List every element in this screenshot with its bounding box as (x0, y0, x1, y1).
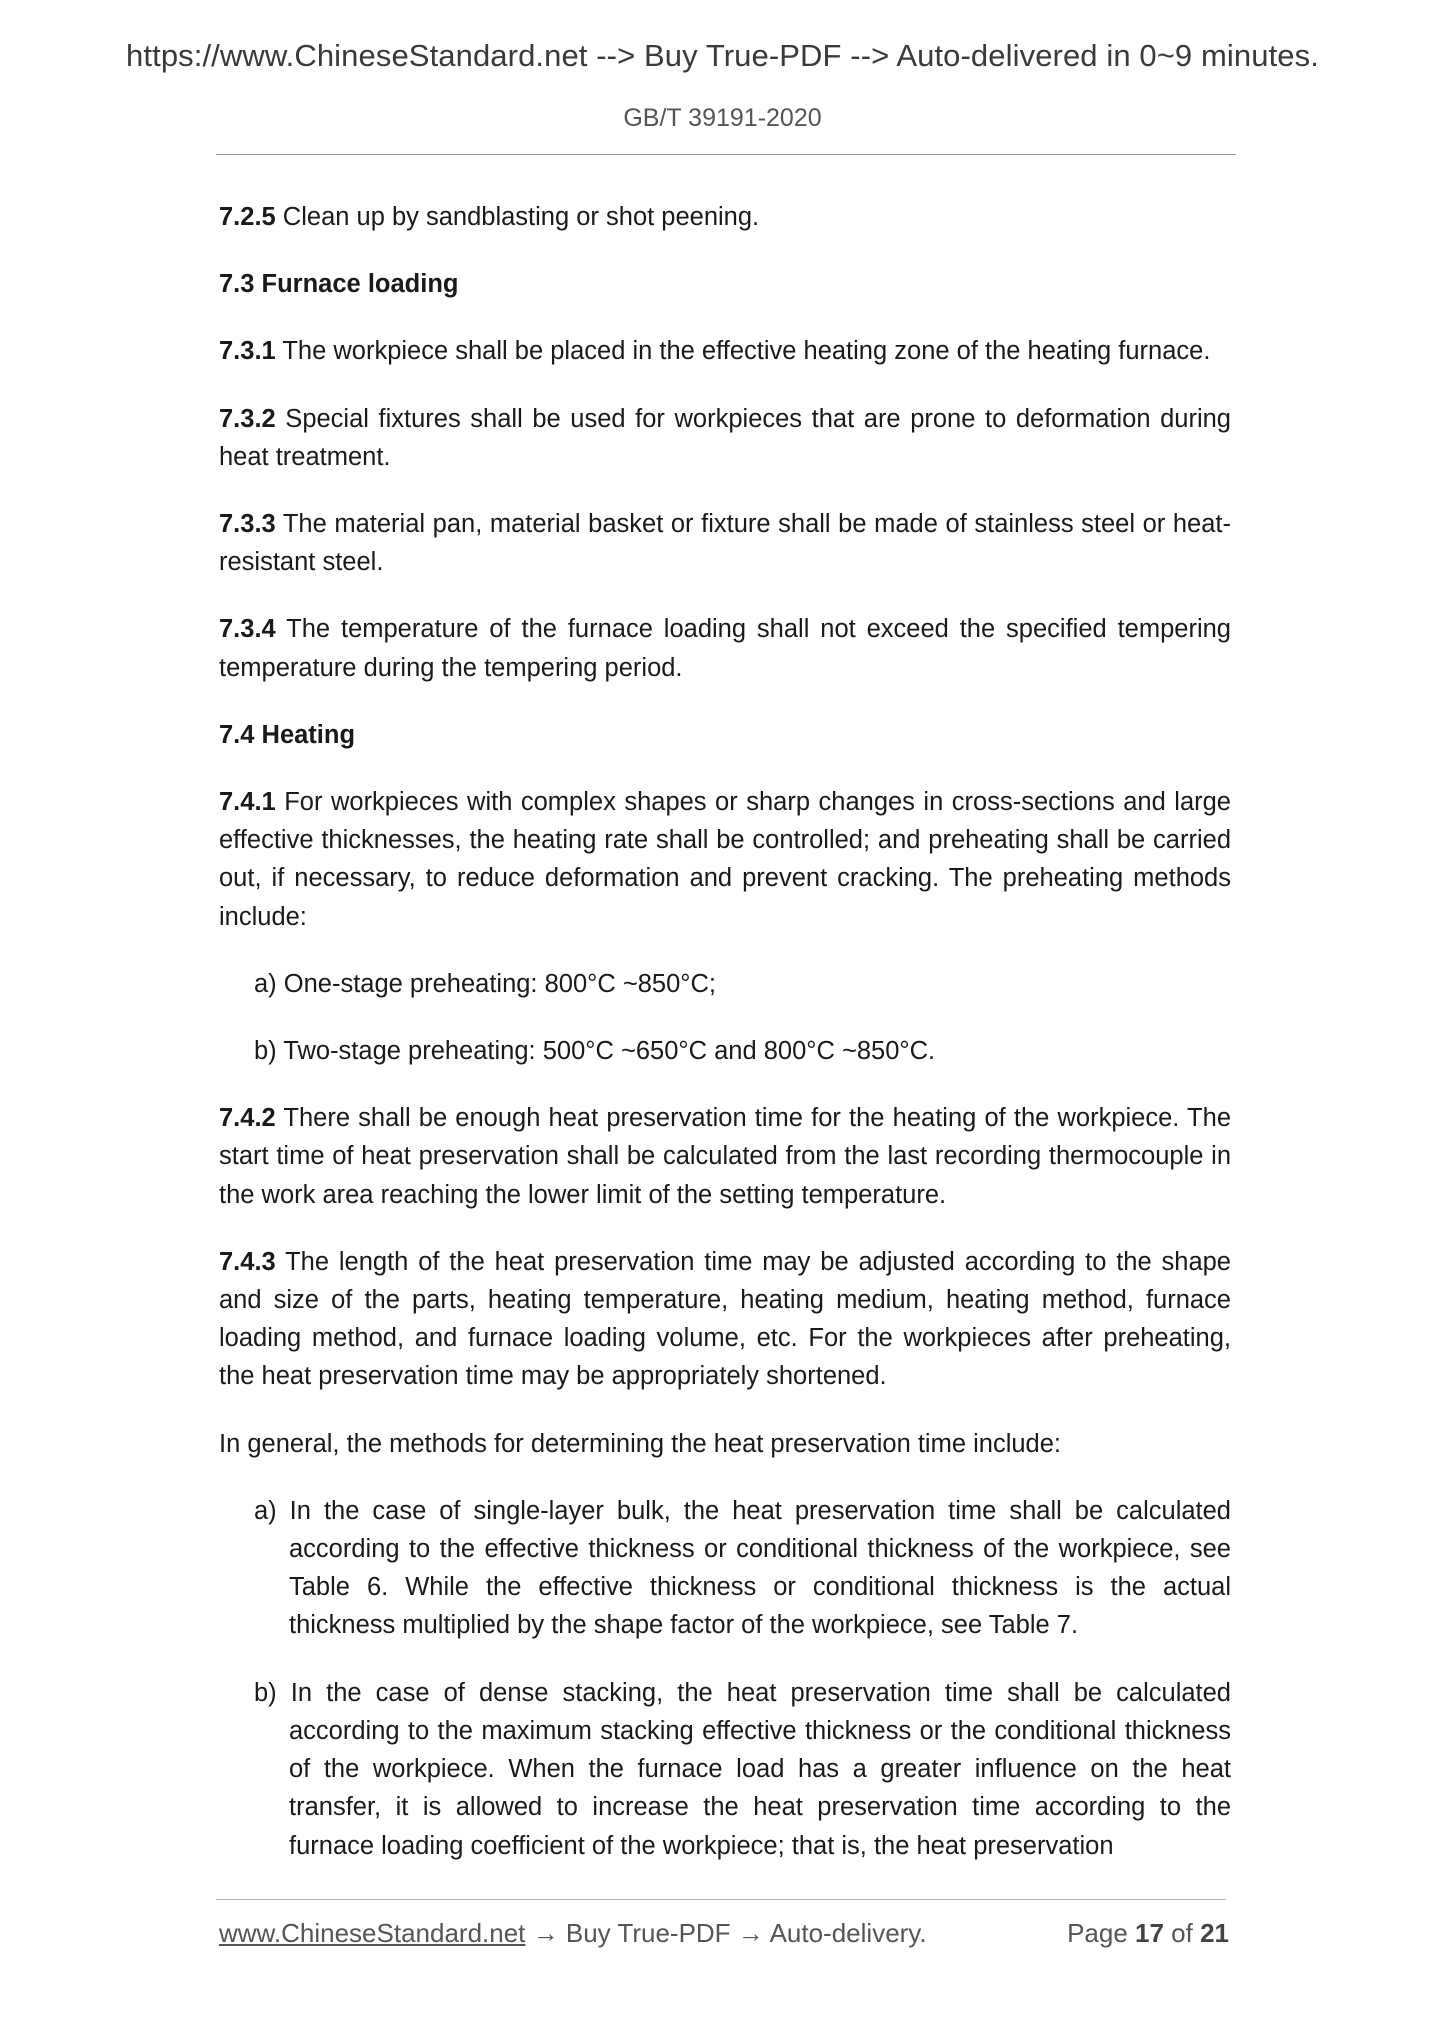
current-page: 17 (1135, 1918, 1164, 1948)
footer-divider (216, 1899, 1226, 1900)
clause-number: 7.4.3 (219, 1247, 276, 1276)
page-of-label: of (1163, 1918, 1201, 1948)
clause-text: For workpieces with complex shapes or sharp changes in cross-sections and large effective thicknesses, the heating rate shall be controlled; and preheating shall be carried out, if necessary, to reduce deformation and prevent cracking. The preheating methods include: (219, 788, 1231, 931)
clause-number: 7.3.3 (219, 510, 276, 539)
clause-7-4-2 (219, 1099, 1231, 1214)
footer-tagline: → Buy True-PDF → Auto-delivery. (525, 1918, 927, 1948)
clause-text: The workpiece shall be placed in the effective heating zone of the heating furnace. (275, 337, 1211, 366)
clause-7-4-3 (219, 1243, 1231, 1396)
clause-number: 7.4.1 (219, 788, 276, 817)
section-heading-7-4: 7.4 Heating (219, 720, 356, 749)
clause-text: Special fixtures shall be used for workpieces that are prone to deformation during heat treatment. (219, 404, 1231, 471)
method-item-b: b) In the case of dense stacking, the heat preservation time shall be calculated according to the maximum stacking effective thickness or the conditional thickness of the workpiece. When the furnace load has a greater influence on the heat transfer, it is allowed to increase the heat preservation time according to the furnace loading coefficient of the workpiece; that is, the heat preservation (254, 1678, 1231, 1860)
clause-number: 7.2.5 (219, 203, 276, 231)
clause-number: 7.3.4 (219, 615, 276, 644)
clause-text: Clean up by sandblasting or shot peening. (275, 203, 760, 231)
header-divider (216, 154, 1236, 155)
clause-7-2-5 (219, 198, 1231, 236)
clause-number: 7.4.2 (219, 1104, 276, 1133)
method-item-a: a) In the case of single-layer bulk, the heat preservation time shall be calculated according to the effective thickness or conditional thickness of the workpiece, see Table 6. While the effective thickness or conditional thickness is the actual thickness multiplied by the shape factor of the workpiece, see Table 7. (254, 1496, 1231, 1640)
clause-text: There shall be enough heat preservation time for the heating of the workpiece. The start time of heat preservation shall be calculated from the last recording thermocouple in the work area reaching the lower limit of the setting temperature. (219, 1104, 1231, 1209)
preheat-item-b: b) Two-stage preheating: 500°C ~650°C and 800°C ~850°C. (254, 1037, 936, 1066)
document-body (219, 198, 1231, 1894)
clause-7-4-1 (219, 783, 1231, 936)
clause-text: The length of the heat preservation time may be adjusted according to the shape and size of the parts, heating temperature, heating medium, heating method, furnace loading method, and furnace loading volume, etc. For the workpieces after preheating, the heat preservation time may be appropriately shortened. (219, 1247, 1231, 1391)
clause-7-3-3 (219, 505, 1231, 581)
clause-7-3-4 (219, 610, 1231, 686)
site-banner[interactable]: https://www.ChineseStandard.net --> Buy True-PDF --> Auto-delivered in 0~9 minutes. (126, 38, 1319, 73)
footer-site-link[interactable]: www.ChineseStandard.net (219, 1918, 526, 1948)
section-heading-7-3: 7.3 Furnace loading (219, 270, 459, 299)
clause-text: The temperature of the furnace loading shall not exceed the specified tempering temperature during the tempering period. (219, 615, 1231, 682)
general-methods-intro: In general, the methods for determining the heat preservation time include: (219, 1429, 1061, 1458)
clause-number: 7.3.1 (219, 337, 276, 366)
clause-number: 7.3.2 (219, 404, 276, 433)
footer-promo (219, 1918, 927, 1949)
clause-text: The material pan, material basket or fixture shall be made of stainless steel or heat-resistant steel. (219, 510, 1231, 577)
page-indicator (1067, 1918, 1229, 1949)
total-pages: 21 (1200, 1918, 1229, 1948)
clause-7-3-2 (219, 400, 1231, 476)
preheat-item-a: a) One-stage preheating: 800°C ~850°C; (254, 969, 716, 998)
clause-7-3-1 (219, 332, 1231, 370)
standard-code: GB/T 39191-2020 (623, 104, 822, 132)
page-label: Page (1067, 1918, 1136, 1948)
